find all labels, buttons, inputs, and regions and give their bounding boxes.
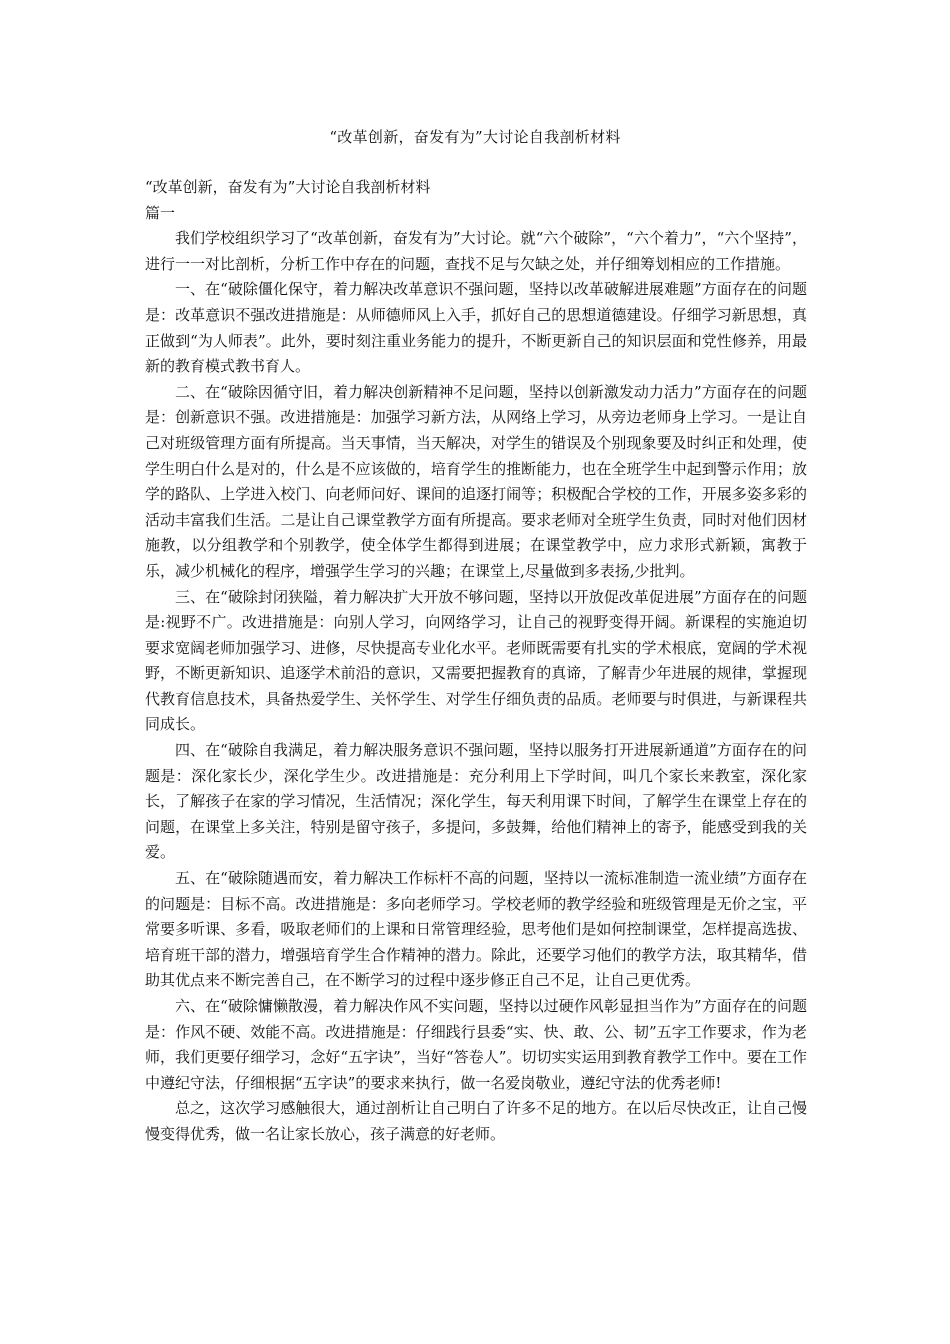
- paragraph-item-5: 五、在“破除随遇而安，着力解决工作标杆不高的问题，坚持以一流标准制造一流业绩”方面存在的问题是：目标不高。改进措施是：多向老师学习。学校老师的教学经验和班级管理是无价之宝，平常要多听课、多看，吸取老师们的上课和日常管理经验，思考他们是如何控制课堂，怎样提高选拔、培育班干部的潜力，增强培育学生合作精神的潜力。除此，还要学习他们的教学方法，取其精华，借助其优点来不断完善自己，在不断学习的过程中逐步修正自己不足，让自己更优秀。: [145, 869, 807, 990]
- paragraph-intro: 我们学校组织学习了“改革创新，奋发有为”大讨论。就“六个破除”，“六个着力”，“六个坚持”，进行一一对比剖析，分析工作中存在的问题，查找不足与欠缺之处，并仔细筹划相应的工作措施。: [145, 229, 807, 273]
- paragraph-item-3: 三、在“破除封闭狭隘，着力解决扩大开放不够问题，坚持以开放促改革促进展”方面存在的问题是:视野不广。改进措施是：向别人学习，向网络学习，让自己的视野变得开阔。新课程的实施迫切要求宽阔老师加强学习、进修，尽快提高专业化水平。老师既需要有扎实的学术根底，宽阔的学术视野，不断更新知识、追逐学术前沿的意识，又需要把握教育的真谛，了解青少年进展的规律，掌握现代教育信息技术，具备热爱学生、关怀学生、对学生仔细负责的品质。老师要与时俱进，与新课程共同成长。: [145, 587, 807, 734]
- document-body: [145, 175, 807, 1148]
- paragraph-item-1: 一、在“破除僵化保守，着力解决改革意识不强问题，坚持以改革破解进展难题”方面存在的问题是：改革意识不强改进措施是：从师德师风上入手，抓好自己的思想道德建设。仔细学习新思想，真正做到“为人师表”。此外，要时刻注重业务能力的提升，不断更新自己的知识层面和党性修养，用最新的教育模式教书育人。: [145, 280, 807, 376]
- paragraph-item-2: 二、在“破除因循守旧，着力解决创新精神不足问题，坚持以创新激发动力活力”方面存在的问题是：创新意识不强。改进措施是：加强学习新方法，从网络上学习，从旁边老师身上学习。一是让自己对班级管理方面有所提高。当天事情，当天解决，对学生的错误及个别现象要及时纠正和处理，使学生明白什么是对的，什么是不应该做的，培育学生的推断能力，也在全班学生中起到警示作用；放学的路队、上学进入校门、向老师问好、课间的追逐打闹等；积极配合学校的工作，开展多姿多彩的活动丰富我们生活。二是让自己课堂教学方面有所提高。要求老师对全班学生负责，同时对他们因材施教，以分组教学和个别教学，使全体学生都得到进展；在课堂教学中，应力求形式新颖，寓教于乐，减少机械化的程序，增强学生学习的兴趣；在课堂上,尽量做到多表扬,少批判。: [145, 382, 807, 580]
- paragraph-item-6: 六、在“破除慵懒散漫，着力解决作风不实问题，坚持以过硬作风彰显担当作为”方面存在的问题是：作风不硬、效能不高。改进措施是：仔细践行县委“实、快、敢、公、韧”五字工作要求，作为老师，我们更要仔细学习，念好“五字诀”，当好“答卷人”。切切实实运用到教育教学工作中。要在工作中遵纪守法，仔细根据“五字诀”的要求来执行，做一名爱岗敬业，遵纪守法的优秀老师!: [145, 997, 807, 1092]
- document-title: “改革创新，奋发有为”大讨论自我剖析材料: [329, 128, 621, 146]
- paragraph-item-4: 四、在“破除自我满足，着力解决服务意识不强问题，坚持以服务打开进展新通道”方面存在的问题是：深化家长少，深化学生少。改进措施是：充分利用上下学时间，叫几个家长来教室，深化家长，了解孩子在家的学习情况，生活情况；深化学生，每天利用课下时间，了解学生在课堂上存在的问题，在课堂上多关注，特别是留守孩子，多提问，多鼓舞，给他们精神上的寄予，能感受到我的关爱。: [145, 741, 807, 862]
- document-subtitle: “改革创新，奋发有为”大讨论自我剖析材料: [145, 178, 431, 196]
- paragraph-conclusion: 总之，这次学习感触很大，通过剖析让自己明白了许多不足的地方。在以后尽快改正，让自己慢慢变得优秀，做一名让家长放心，孩子满意的好老师。: [145, 1099, 807, 1143]
- section-label: 篇一: [145, 203, 176, 222]
